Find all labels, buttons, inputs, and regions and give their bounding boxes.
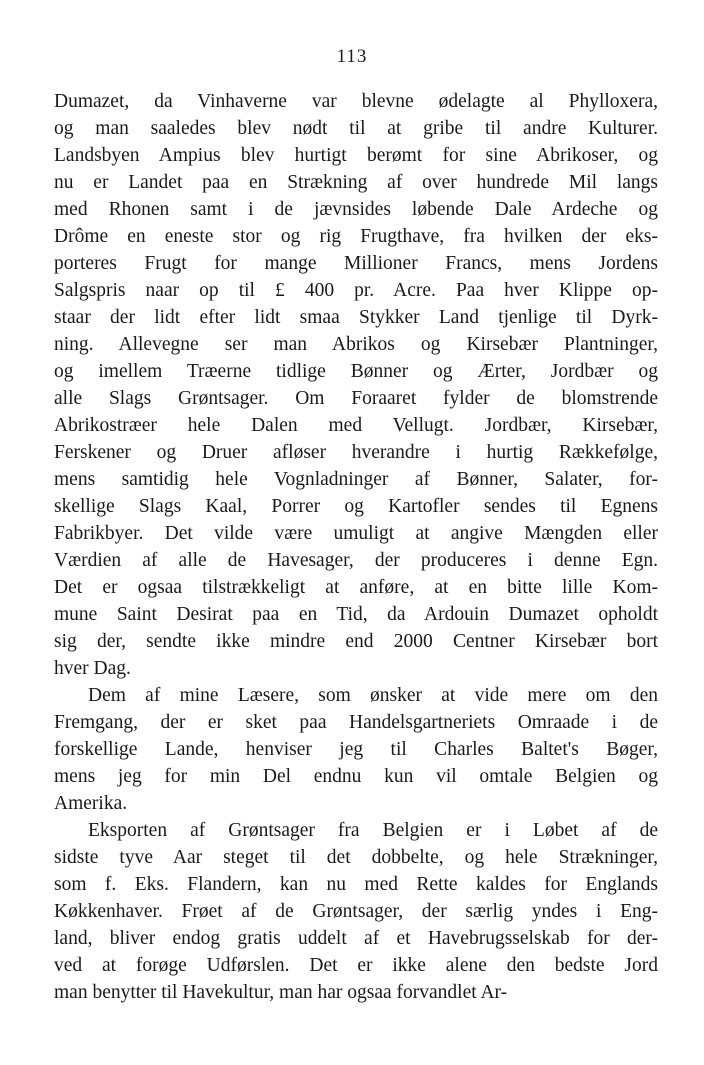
text-line: Værdien af alle de Havesager, der produceres i denne Egn. [54, 550, 658, 571]
text-line: Fabrikbyer. Det vilde være umuligt at angive Mængden eller [54, 523, 658, 544]
text-line: Køkkenhaver. Frøet af de Grøntsager, der særlig yndes i Eng- [54, 901, 658, 922]
paragraph [54, 817, 658, 1006]
text-line: mune Saint Desirat paa en Tid, da Ardouin Dumazet opholdt [54, 604, 658, 625]
text-line: Salgspris naar op til £ 400 pr. Acre. Paa hver Klippe op- [54, 280, 658, 301]
text-line: skellige Slags Kaal, Porrer og Kartofler sendes til Egnens [54, 496, 658, 517]
text-line: staar der lidt efter lidt smaa Stykker Land tjenlige til Dyrk- [54, 307, 658, 328]
text-line: mens jeg for min Del endnu kun vil omtale Belgien og [54, 766, 658, 787]
text-line: Det er ogsaa tilstrækkeligt at anføre, at en bitte lille Kom- [54, 577, 658, 598]
text-line: nu er Landet paa en Strækning af over hundrede Mil langs [54, 172, 658, 193]
text-line: med Rhonen samt i de jævnsides løbende Dale Ardeche og [54, 199, 658, 220]
text-line: mens samtidig hele Vognladninger af Bønner, Salater, for- [54, 469, 658, 490]
text-line: sig der, sendte ikke mindre end 2000 Centner Kirsebær bort [54, 631, 658, 652]
text-line: Ferskener og Druer afløser hverandre i hurtig Rækkefølge, [54, 442, 658, 463]
paragraph [54, 682, 658, 817]
text-line: Landsbyen Ampius blev hurtigt berømt for sine Abrikoser, og [54, 145, 658, 166]
text-line: ning. Allevegne ser man Abrikos og Kirsebær Plantninger, [54, 334, 658, 355]
text-line: alle Slags Grøntsager. Om Foraaret fylder de blomstrende [54, 388, 658, 409]
body-text [54, 88, 658, 1006]
text-line: Eksporten af Grøntsager fra Belgien er i Løbet af de [88, 820, 658, 841]
text-line: man benytter til Havekultur, man har ogsaa forvandlet Ar- [54, 982, 508, 1003]
text-line: land, bliver endog gratis uddelt af et Havebrugsselskab for der- [54, 928, 658, 949]
text-line: og imellem Træerne tidlige Bønner og Ærter, Jordbær og [54, 361, 658, 382]
text-line: Abrikostræer hele Dalen med Vellugt. Jordbær, Kirsebær, [54, 415, 658, 436]
paragraph [54, 88, 658, 682]
text-line: Amerika. [54, 793, 128, 814]
text-line: sidste tyve Aar steget til det dobbelte, og hele Strækninger, [54, 847, 658, 868]
text-line: ved at forøge Udførslen. Det er ikke alene den bedste Jord [54, 955, 658, 976]
page-number: 113 [336, 46, 368, 67]
text-line: Dem af mine Læsere, som ønsker at vide mere om den [88, 685, 658, 706]
text-line: porteres Frugt for mange Millioner Francs, mens Jordens [54, 253, 658, 274]
text-line: og man saaledes blev nødt til at gribe til andre Kulturer. [54, 118, 658, 139]
text-line: Fremgang, der er sket paa Handelsgartneriets Omraade i de [54, 712, 658, 733]
text-line: Drôme en eneste stor og rig Frugthave, fra hvilken der eks- [54, 226, 658, 247]
text-line: hver Dag. [54, 658, 131, 679]
text-line: forskellige Lande, henviser jeg til Charles Baltet's Bøger, [54, 739, 658, 760]
text-line: Dumazet, da Vinhaverne var blevne ødelagte al Phylloxera, [54, 91, 658, 112]
text-line: som f. Eks. Flandern, kan nu med Rette kaldes for Englands [54, 874, 658, 895]
